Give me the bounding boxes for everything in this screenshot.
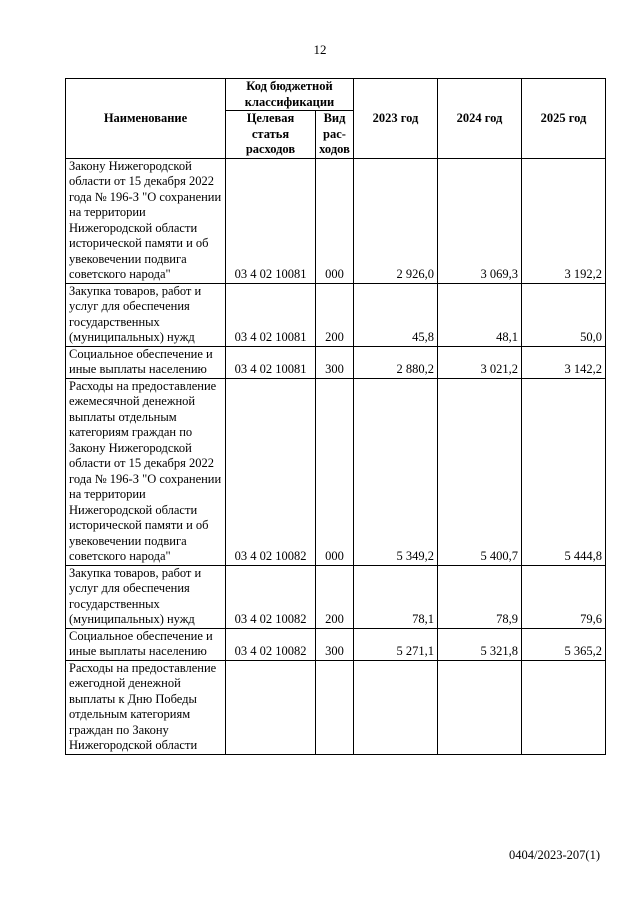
row-kind-code: 200 (316, 565, 354, 628)
row-kind-code: 300 (316, 628, 354, 660)
row-target-code: 03 4 02 10081 (226, 346, 316, 378)
header-expense-kind: Вид рас-ходов (316, 111, 354, 159)
row-value-2025 (522, 660, 606, 754)
header-2025: 2025 год (522, 79, 606, 159)
row-target-code: 03 4 02 10081 (226, 158, 316, 283)
row-value-2025: 79,6 (522, 565, 606, 628)
table-row (66, 660, 606, 754)
row-target-code: 03 4 02 10082 (226, 628, 316, 660)
header-target-article: Целевая статья расходов (226, 111, 316, 159)
row-kind-code: 300 (316, 346, 354, 378)
row-value-2024: 5 321,8 (438, 628, 522, 660)
row-value-2023: 5 271,1 (354, 628, 438, 660)
row-value-2025: 3 192,2 (522, 158, 606, 283)
page-number: 12 (313, 42, 327, 57)
row-value-2025: 50,0 (522, 283, 606, 346)
row-name: Закону Нижегородской области от 15 декабря 2022 года № 196-З "О сохранении на территории Нижегородской области исторической памяти и об увековечении подвига советского народа" (66, 158, 226, 283)
row-value-2024: 48,1 (438, 283, 522, 346)
row-value-2025: 3 142,2 (522, 346, 606, 378)
table-row (66, 378, 606, 565)
row-target-code: 03 4 02 10082 (226, 378, 316, 565)
table-row (66, 158, 606, 283)
row-value-2023: 5 349,2 (354, 378, 438, 565)
row-name: Социальное обеспечение и иные выплаты населению (66, 346, 226, 378)
row-value-2024: 3 069,3 (438, 158, 522, 283)
budget-table (65, 78, 606, 755)
row-kind-code (316, 660, 354, 754)
header-name: Наименование (66, 79, 226, 159)
row-name: Социальное обеспечение и иные выплаты населению (66, 628, 226, 660)
row-value-2023: 2 880,2 (354, 346, 438, 378)
row-target-code: 03 4 02 10082 (226, 565, 316, 628)
row-name: Расходы на предоставление ежемесячной денежной выплаты отдельным категориям граждан по Закону Нижегородской области от 15 декабря 2022 года № 196-З "О сохранении на территории Нижегородской области исторической памяти и об увековечении подвига советского народа" (66, 378, 226, 565)
table-row (66, 565, 606, 628)
row-value-2024: 5 400,7 (438, 378, 522, 565)
row-value-2025: 5 365,2 (522, 628, 606, 660)
row-target-code (226, 660, 316, 754)
row-kind-code: 000 (316, 378, 354, 565)
row-kind-code: 200 (316, 283, 354, 346)
row-kind-code: 000 (316, 158, 354, 283)
header-budget-classification: Код бюджетной классификации (226, 79, 354, 111)
row-value-2024 (438, 660, 522, 754)
row-value-2024: 3 021,2 (438, 346, 522, 378)
row-value-2023: 2 926,0 (354, 158, 438, 283)
row-value-2023: 45,8 (354, 283, 438, 346)
table-row (66, 346, 606, 378)
table-row (66, 283, 606, 346)
header-2024: 2024 год (438, 79, 522, 159)
row-value-2025: 5 444,8 (522, 378, 606, 565)
row-name: Закупка товаров, работ и услуг для обеспечения государственных (муниципальных) нужд (66, 283, 226, 346)
row-target-code: 03 4 02 10081 (226, 283, 316, 346)
row-value-2023: 78,1 (354, 565, 438, 628)
row-value-2023 (354, 660, 438, 754)
document-code: 0404/2023-207(1) (509, 848, 600, 862)
row-name: Закупка товаров, работ и услуг для обеспечения государственных (муниципальных) нужд (66, 565, 226, 628)
table-row (66, 628, 606, 660)
header-2023: 2023 год (354, 79, 438, 159)
row-name: Расходы на предоставление ежегодной денежной выплаты к Дню Победы отдельным категориям граждан по Закону Нижегородской области (66, 660, 226, 754)
row-value-2024: 78,9 (438, 565, 522, 628)
